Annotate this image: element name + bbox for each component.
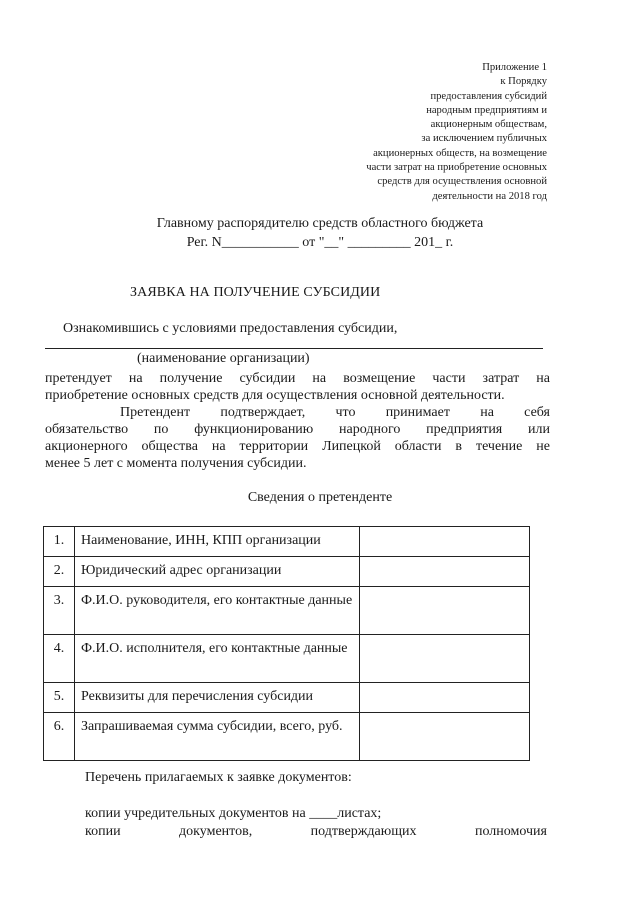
applicant-info-table xyxy=(43,526,530,761)
row-value-field[interactable] xyxy=(360,713,530,761)
appendix-line: деятельности на 2018 год xyxy=(432,190,547,202)
organization-name-caption: (наименование организации) xyxy=(137,351,310,366)
row-value-field[interactable] xyxy=(360,683,530,713)
documents-list-item xyxy=(85,824,547,840)
row-value-field[interactable] xyxy=(360,527,530,557)
row-value-field[interactable] xyxy=(360,587,530,635)
obligation-paragraph xyxy=(45,404,550,472)
documents-word: документов, xyxy=(179,824,253,839)
applicant-info-heading: Сведения о претенденте xyxy=(247,490,393,505)
paragraph-line: обязательство по функционированию народного предприятия или xyxy=(45,422,550,437)
appendix-line: Приложение 1 xyxy=(482,62,547,73)
row-number: 1. xyxy=(44,527,75,557)
table-row xyxy=(44,713,530,761)
row-number: 4. xyxy=(44,635,75,683)
row-value-field[interactable] xyxy=(360,635,530,683)
row-label: Ф.И.О. руководителя, его контактные данные xyxy=(75,587,360,635)
row-value-field[interactable] xyxy=(360,557,530,587)
documents-list-heading: Перечень прилагаемых к заявке документов: xyxy=(85,770,352,785)
document-title: ЗАЯВКА НА ПОЛУЧЕНИЕ СУБСИДИИ xyxy=(130,285,381,300)
row-number: 6. xyxy=(44,713,75,761)
row-label: Запрашиваемая сумма субсидии, всего, руб. xyxy=(75,713,360,761)
organization-name-line xyxy=(45,348,543,349)
addressee-recipient: Главному распорядителю средств областного бюджета xyxy=(156,216,484,231)
appendix-line: за исключением публичных xyxy=(421,133,547,145)
row-label: Ф.И.О. исполнителя, его контактные данные xyxy=(75,635,360,683)
table-row xyxy=(44,587,530,635)
claim-paragraph xyxy=(45,370,550,404)
paragraph-line: Претендент подтверждает, что принимает на себя xyxy=(120,405,550,420)
row-label: Юридический адрес организации xyxy=(75,557,360,587)
table-row xyxy=(44,635,530,683)
row-label: Наименование, ИНН, КПП организации xyxy=(75,527,360,557)
appendix-line: предоставления субсидий xyxy=(430,90,547,102)
appendix-line: народным предприятиям и xyxy=(426,104,547,116)
paragraph-line: приобретение основных средств для осуществления основной деятельности. xyxy=(45,388,505,403)
appendix-line: средств для осуществления основной xyxy=(377,176,547,188)
appendix-line: части затрат на приобретение основных xyxy=(366,162,547,174)
documents-word: подтверждающих xyxy=(310,824,417,839)
paragraph-line: акционерного общества на территории Липецкой области в течение не xyxy=(45,439,550,454)
table-row xyxy=(44,527,530,557)
row-number: 5. xyxy=(44,683,75,713)
row-number: 2. xyxy=(44,557,75,587)
addressee-block xyxy=(0,214,640,252)
appendix-line: к Порядку xyxy=(500,76,547,88)
table-row xyxy=(44,557,530,587)
row-number: 3. xyxy=(44,587,75,635)
registration-number: Рег. N___________ от "__" _________ 201_ г. xyxy=(186,235,454,250)
paragraph-line: претендует на получение субсидии на возмещение части затрат на xyxy=(45,371,550,386)
documents-word: копии xyxy=(85,824,121,839)
documents-list-item: копии учредительных документов на ____листах; xyxy=(85,806,382,821)
intro-text: Ознакомившись с условиями предоставления субсидии, xyxy=(63,321,398,336)
documents-word: полномочия xyxy=(474,824,547,839)
appendix-line: акционерных обществ, на возмещение xyxy=(373,147,547,159)
table-row xyxy=(44,683,530,713)
paragraph-line: менее 5 лет с момента получения субсидии. xyxy=(45,456,307,471)
appendix-block xyxy=(307,61,547,204)
appendix-line: акционерным обществам, xyxy=(430,119,547,131)
row-label: Реквизиты для перечисления субсидии xyxy=(75,683,360,713)
